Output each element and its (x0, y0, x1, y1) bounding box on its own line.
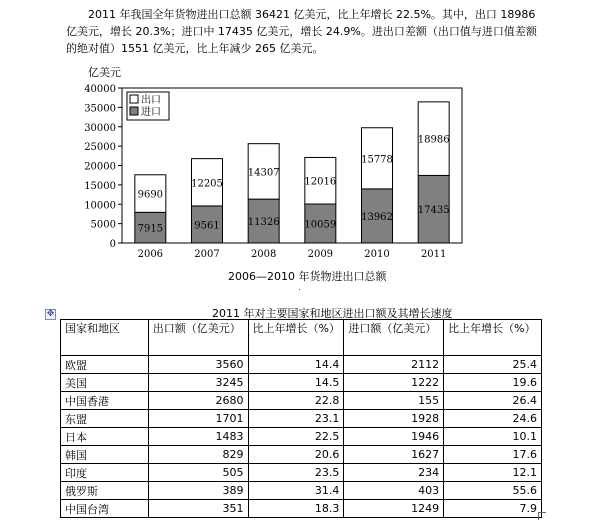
table-row (61, 392, 542, 410)
chart-title: 2006—2010 年货物进出口总额 (228, 270, 387, 283)
value-cell: 26.4 (444, 392, 542, 410)
value-cell: 10.1 (444, 428, 542, 446)
value-cell: 351 (148, 500, 248, 518)
region-cell: 中国台湾 (61, 500, 149, 518)
intro-paragraph: 2011 年我国全年货物进出口总额 36421 亿美元，比上年增长 22.5%。其中，出口 18986 亿美元，增长 20.3%；进口中 17435 亿美元，增长 24.9%。进出口差额（出口值与进口值差额的绝对值）1551 亿美元，比上年减少 265 亿美元。 (66, 8, 537, 55)
value-cell: 14.5 (248, 374, 344, 392)
value-cell: 7.9 (444, 500, 542, 518)
table-row (61, 446, 542, 464)
value-cell: 1928 (344, 410, 444, 428)
data-label-export: 9690 (137, 189, 164, 201)
legend-label-export: 出口 (141, 95, 161, 106)
value-cell: 23.5 (248, 464, 344, 482)
value-cell: 1946 (344, 428, 444, 446)
region-cell: 俄罗斯 (61, 482, 149, 500)
table-row (61, 410, 542, 428)
value-cell: 234 (344, 464, 444, 482)
value-cell: 1627 (344, 446, 444, 464)
y-tick-label: 20000 (84, 161, 116, 173)
y-tick-label: 30000 (84, 122, 116, 134)
table-move-handle-icon[interactable]: ✥ (46, 309, 55, 319)
y-tick-label: 25000 (84, 142, 116, 154)
table-header-cell: 比上年增长（%） (444, 320, 542, 356)
data-label-import: 10059 (304, 219, 337, 231)
x-tick-label: 2009 (307, 249, 334, 260)
table-row (61, 356, 542, 374)
data-label-export: 15778 (361, 154, 393, 166)
value-cell: 155 (344, 392, 444, 410)
value-cell: 3560 (148, 356, 248, 374)
table-body (61, 356, 542, 518)
table-header-cell: 出口额（亿美元） (148, 320, 248, 356)
data-label-import: 7915 (137, 223, 164, 235)
value-cell: 389 (148, 482, 248, 500)
value-cell: 1249 (344, 500, 444, 518)
value-cell: 1483 (148, 428, 248, 446)
trade-table (60, 319, 542, 518)
value-cell: 2112 (344, 356, 444, 374)
table-header-row (61, 320, 542, 356)
y-tick-label: 15000 (84, 180, 116, 192)
x-tick-label: 2011 (420, 249, 447, 260)
value-cell: 3245 (148, 374, 248, 392)
table-row (61, 464, 542, 482)
table-header-cell: 国家和地区 (61, 320, 149, 356)
region-cell: 美国 (61, 374, 149, 392)
region-cell: 日本 (61, 428, 149, 446)
y-tick-label: 40000 (84, 84, 116, 95)
y-tick-label: 10000 (84, 200, 116, 212)
legend-swatch-export (130, 95, 138, 103)
plot-frame (122, 88, 462, 243)
data-label-import: 13962 (361, 211, 393, 223)
table-title: 2011 年对主要国家和地区进出口额及其增长速度 (212, 307, 453, 320)
region-cell: 韩国 (61, 446, 149, 464)
region-cell: 东盟 (61, 410, 149, 428)
x-tick-label: 2006 (137, 249, 164, 260)
value-cell: 829 (148, 446, 248, 464)
region-cell: 印度 (61, 464, 149, 482)
value-cell: 20.6 (248, 446, 344, 464)
data-label-import: 17435 (417, 205, 450, 217)
value-cell: 1701 (148, 410, 248, 428)
data-label-export: 12016 (304, 176, 337, 188)
y-tick-label: 35000 (84, 103, 116, 115)
table-header-cell: 进口额（亿美元） (344, 320, 444, 356)
value-cell: 12.1 (444, 464, 542, 482)
table-row (61, 428, 542, 446)
chart-svg (40, 62, 470, 280)
paragraph-mark: . (298, 283, 301, 293)
data-label-import: 9561 (194, 220, 220, 232)
y-tick-label: 5000 (90, 219, 116, 231)
value-cell: 505 (148, 464, 248, 482)
x-tick-label: 2010 (364, 249, 390, 260)
value-cell: 23.1 (248, 410, 344, 428)
value-cell: 403 (344, 482, 444, 500)
value-cell: 25.4 (444, 356, 542, 374)
region-cell: 中国香港 (61, 392, 149, 410)
value-cell: 22.8 (248, 392, 344, 410)
data-label-import: 11326 (247, 217, 280, 229)
region-cell: 欧盟 (61, 356, 149, 374)
trade-chart (40, 62, 470, 280)
data-label-export: 18986 (417, 134, 450, 146)
value-cell: 18.3 (248, 500, 344, 518)
data-label-export: 12205 (191, 178, 223, 190)
y-axis-label: 亿美元 (88, 66, 121, 79)
data-label-export: 14307 (247, 167, 280, 179)
value-cell: 17.6 (444, 446, 542, 464)
x-tick-label: 2007 (194, 249, 220, 260)
value-cell: 55.6 (444, 482, 542, 500)
y-tick-label: 0 (109, 239, 116, 250)
table-row (61, 500, 542, 518)
table-row (61, 374, 542, 392)
value-cell: 19.6 (444, 374, 542, 392)
legend-swatch-import (130, 107, 138, 115)
legend-label-import: 进口 (141, 107, 161, 118)
table-header-cell: 比上年增长（%） (248, 320, 344, 356)
value-cell: 31.4 (248, 482, 344, 500)
value-cell: 22.5 (248, 428, 344, 446)
x-tick-label: 2008 (250, 249, 277, 260)
value-cell: 24.6 (444, 410, 542, 428)
value-cell: 2680 (148, 392, 248, 410)
value-cell: 1222 (344, 374, 444, 392)
value-cell: 14.4 (248, 356, 344, 374)
table-resize-handle-icon[interactable] (538, 512, 546, 520)
table-row (61, 482, 542, 500)
